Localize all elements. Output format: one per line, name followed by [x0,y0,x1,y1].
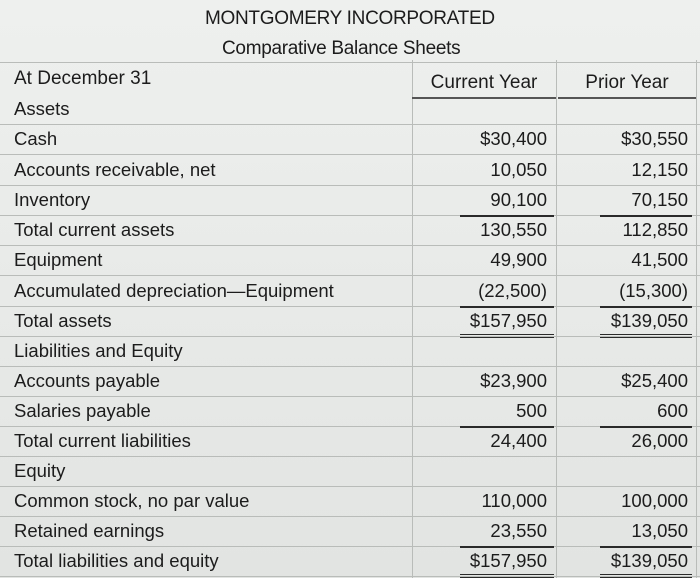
gridline [0,456,700,457]
prior-year-value: 100,000 [621,490,688,511]
gridline [0,336,700,337]
gridline [0,154,700,155]
prior-year-value: 26,000 [631,430,688,451]
row-label: Total assets [14,310,112,331]
row-label: Total liabilities and equity [14,550,219,571]
current-year-value: 90,100 [490,189,547,210]
current-year-value: $23,900 [480,370,547,391]
double-underline [460,574,554,578]
current-year-value: 49,900 [490,249,547,270]
underline [600,306,692,308]
row-label: Total current liabilities [14,430,191,451]
underline [460,426,554,428]
statement-title: Comparative Balance Sheets [222,38,461,59]
current-year-value: (22,500) [478,280,547,301]
double-underline [600,574,692,578]
row-label: Accumulated depreciation—Equipment [14,280,334,301]
underline [460,306,554,308]
table-row [0,456,700,486]
gridline [0,426,700,427]
current-year-value: 500 [516,400,547,421]
current-year-header: Current Year [430,72,538,93]
underline [600,215,692,217]
gridline [0,275,700,276]
current-year-value: 110,000 [481,490,547,511]
gridline [0,546,700,547]
prior-year-value: 600 [657,400,688,421]
current-year-value: $30,400 [480,128,547,149]
current-year-value: 10,050 [490,159,547,180]
gridline [0,486,700,487]
prior-year-value: 112,850 [622,219,688,240]
table-row [0,185,700,215]
row-label: Cash [14,128,58,149]
gridline [0,185,700,186]
prior-year-header: Prior Year [585,72,669,93]
gridline [0,215,700,216]
table-row [0,516,700,546]
table-row [0,366,700,396]
prior-year-value: 41,500 [631,249,688,270]
table-row [0,245,700,275]
prior-year-value: (15,300) [619,280,688,301]
table-row [0,306,700,336]
date-label: At December 31 [14,68,152,89]
prior-year-value: $25,400 [621,370,688,391]
current-year-value: 130,550 [480,219,547,240]
row-label: Accounts payable [14,370,161,391]
table-row [0,215,700,245]
current-year-value: 23,550 [490,520,547,541]
gridline [0,516,700,517]
gridline [0,245,700,246]
gridline [0,62,700,63]
underline [600,426,692,428]
row-label: Liabilities and Equity [14,340,183,361]
prior-year-value: $139,050 [610,310,688,331]
underline [460,215,554,217]
prior-year-value: $139,050 [610,550,688,571]
underline [460,546,554,548]
gridline [0,396,700,397]
table-row [0,155,700,185]
underline [600,546,692,548]
gridline [0,306,700,307]
prior-year-value: 13,050 [631,520,688,541]
table-row [0,426,700,456]
table-row [0,124,700,154]
row-label: Inventory [14,189,91,210]
prior-year-value: $30,550 [621,128,688,149]
table-row [0,94,700,124]
table-row [0,276,700,306]
row-label: Equipment [14,249,103,270]
current-year-value: $157,950 [469,550,547,571]
row-label: Retained earnings [14,520,165,541]
current-year-value: $157,950 [469,310,547,331]
current-year-value: 24,400 [490,430,547,451]
double-underline [460,334,554,338]
table-row [0,546,700,576]
prior-year-value: 70,150 [631,189,688,210]
double-underline [600,334,692,338]
gridline [0,366,700,367]
table-row [0,396,700,426]
row-label: Accounts receivable, net [14,159,216,180]
prior-year-value: 12,150 [631,159,688,180]
table-row [0,336,700,366]
table-row [0,486,700,516]
row-label: Assets [14,98,70,119]
row-label: Salaries payable [14,400,151,421]
company-title: MONTGOMERY INCORPORATED [205,8,495,29]
row-label: Total current assets [14,219,175,240]
gridline [0,124,700,125]
row-label: Common stock, no par value [14,490,250,511]
row-label: Equity [14,460,66,481]
gridline [0,576,700,577]
